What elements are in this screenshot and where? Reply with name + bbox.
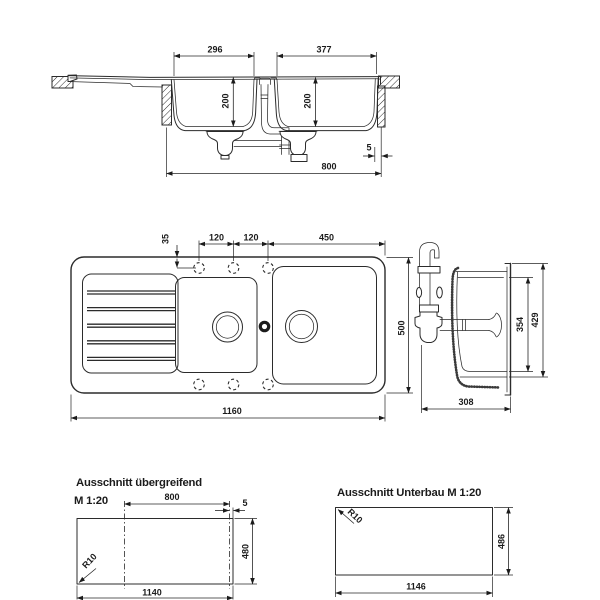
dim-label-354: 354 — [515, 316, 525, 333]
dim-label-35: 35 — [160, 233, 171, 245]
bowl2-plan — [273, 267, 377, 385]
dim-label-120-a: 120 — [208, 232, 225, 243]
dim-label-800-section: 800 — [321, 161, 337, 172]
side-section-view — [415, 243, 548, 414]
dim-label-500: 500 — [396, 320, 407, 336]
dim-label-377: 377 — [316, 44, 332, 55]
cutout-overlay-rect — [77, 519, 233, 585]
dim-label-800-cutout: 800 — [164, 492, 180, 502]
dim-label-480: 480 — [240, 543, 251, 560]
dim-label-1160: 1160 — [222, 406, 242, 416]
cut-edge-left — [162, 85, 172, 125]
overflow-horn — [440, 313, 502, 337]
bowl1-outer — [171, 80, 257, 131]
cutout-undermount-detail — [336, 487, 514, 597]
strainer-right — [280, 132, 316, 156]
bowl1-inner — [174, 80, 254, 127]
side-view-dimensions — [422, 264, 549, 414]
dim-label-200-right: 200 — [302, 93, 313, 109]
dim-label-5-cutout: 5 — [242, 498, 248, 508]
waste-outlet — [291, 155, 307, 162]
dim-label-450: 450 — [318, 232, 335, 243]
dim-label-1140: 1140 — [142, 587, 162, 598]
drainboard — [83, 274, 179, 373]
dim-label-120-b: 120 — [243, 232, 259, 243]
dim-label-1146: 1146 — [406, 581, 426, 592]
dim-label-486: 486 — [496, 533, 507, 550]
section-view — [52, 45, 400, 178]
bowl-side-profile — [452, 264, 510, 396]
strainer-left — [207, 132, 243, 156]
dim-label-308: 308 — [458, 397, 474, 407]
cutout-overlay-title: Ausschnitt übergreifend — [76, 477, 202, 489]
cut-edge-right — [378, 86, 386, 127]
plan-view — [71, 233, 413, 422]
drainboard-ridges — [87, 291, 176, 360]
standpipe-trap — [415, 312, 442, 343]
drain-standpipe — [415, 243, 442, 343]
dim-label-r10-undermount: R10 — [345, 506, 365, 526]
bowl2-inner — [277, 79, 375, 127]
cutout-undermount-title: Ausschnitt Unterbau M 1:20 — [337, 487, 482, 499]
bowl2-outer — [274, 78, 378, 131]
cutout-overlay-scale: M 1:20 — [74, 495, 108, 507]
dim-label-200-left: 200 — [220, 93, 231, 109]
section-view-dimensions — [167, 45, 393, 178]
overflow-eye — [260, 322, 268, 330]
dim-label-429: 429 — [530, 312, 540, 328]
dim-label-5-section: 5 — [366, 142, 372, 153]
cutout-overlay-detail — [74, 477, 257, 600]
bowl1-drain — [213, 312, 243, 342]
dim-label-r10-overlay: R10 — [80, 551, 99, 571]
bowl2-drain — [286, 311, 318, 343]
dim-label-296: 296 — [207, 44, 223, 55]
